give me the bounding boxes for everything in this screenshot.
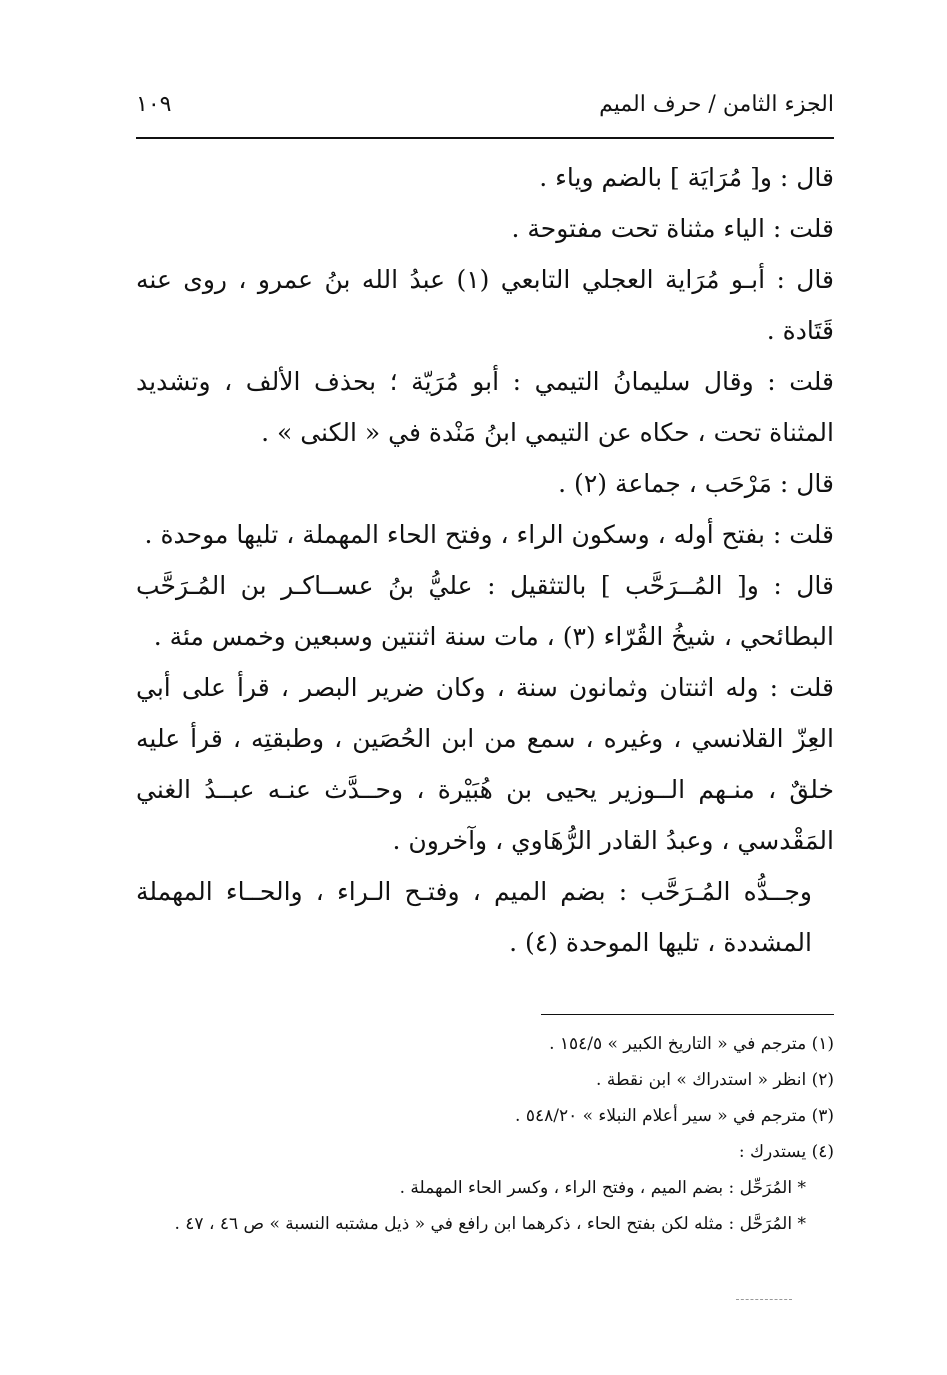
header-rule — [136, 137, 834, 139]
paragraph-6: قلت : بفتح أوله ، وسكون الراء ، وفتح الحاء المهملة ، تليها موحدة . — [144, 520, 834, 549]
footnote-4: (٤) يستدرك : — [738, 1142, 834, 1162]
footnote-2: (٢) انظر « استدراك » ابن نقطة . — [596, 1070, 834, 1090]
footnote-4-item-2: * المُرَحَّل : مثله لكن بفتح الحاء ، ذكرهما ابن رافع في « ذيل مشتبه النسبة » ص ٤٦ ، ٤٧ . — [174, 1214, 806, 1234]
page-header — [136, 88, 834, 128]
paragraph-4: قلت : وقال سليمانُ التيمي : أبو مُرَيّة ؛ بحذف الألف ، وتشديد المثناة تحت ، حكاه عن التيمي ابنُ مَنْدة في « الكنى » . — [136, 367, 834, 447]
footnotes — [136, 1026, 834, 1242]
paragraph-3: قال : أبـو مُرَاية العجلي التابعي (١) عبدُ الله بنُ عمرو ، روى عنه قَتَادة . — [136, 265, 834, 345]
paragraph-1: قال : و[ مُرَايَة ] بالضم وياء . — [539, 163, 834, 192]
running-title: الجزء الثامن / حرف الميم — [599, 92, 834, 117]
footnote-4-item-1: * المُرَحِّل : بضم الميم ، وفتح الراء ، وكسر الحاء المهملة . — [399, 1178, 806, 1198]
footnote-rule — [541, 1014, 834, 1015]
scan-mark — [736, 1299, 792, 1300]
paragraph-8: قلت : وله اثنتان وثمانون سنة ، وكان ضرير البصر ، قرأ على أبي العِزّ القلانسي ، وغيره ، سمع من ابن الحُصَين ، وطبقتِه ، قرأ عليه خلقٌ ، منـهم الــوزير يحيى بن هُبَيْرة ، وحــدَّث عنـه عبــدُ الغني المَقْدسي ، وعبدُ القادر الرُّهَاوي ، وآخرون . — [136, 673, 834, 855]
paragraph-7: قال : و[ المُــرَحَّب ] بالتثقيل : عليُّ بنُ عســاكـر بن المُـرَحَّب البطائحي ، شيخُ القُرّاء (٣) ، مات سنة اثنتين وسبعين وخمس مئة . — [136, 571, 834, 651]
footnote-1: (١) مترجم في « التاريخ الكبير » ١٥٤/٥ . — [549, 1034, 834, 1054]
paragraph-5: قال : مَرْحَب ، جماعة (٢) . — [558, 469, 834, 498]
footnote-3: (٣) مترجم في « سير أعلام النبلاء » ٥٤٨/٢٠ . — [515, 1106, 834, 1126]
paragraph-9: وجــدُّه المُـرَحَّب : بضم الميم ، وفتـح الـراء ، والحــاء المهملة المشددة ، تليها الموحدة (٤) . — [136, 877, 812, 957]
main-text — [136, 152, 834, 968]
page-number: ١٠٩ — [136, 92, 172, 117]
paragraph-2: قلت : الياء مثناة تحت مفتوحة . — [511, 214, 834, 243]
